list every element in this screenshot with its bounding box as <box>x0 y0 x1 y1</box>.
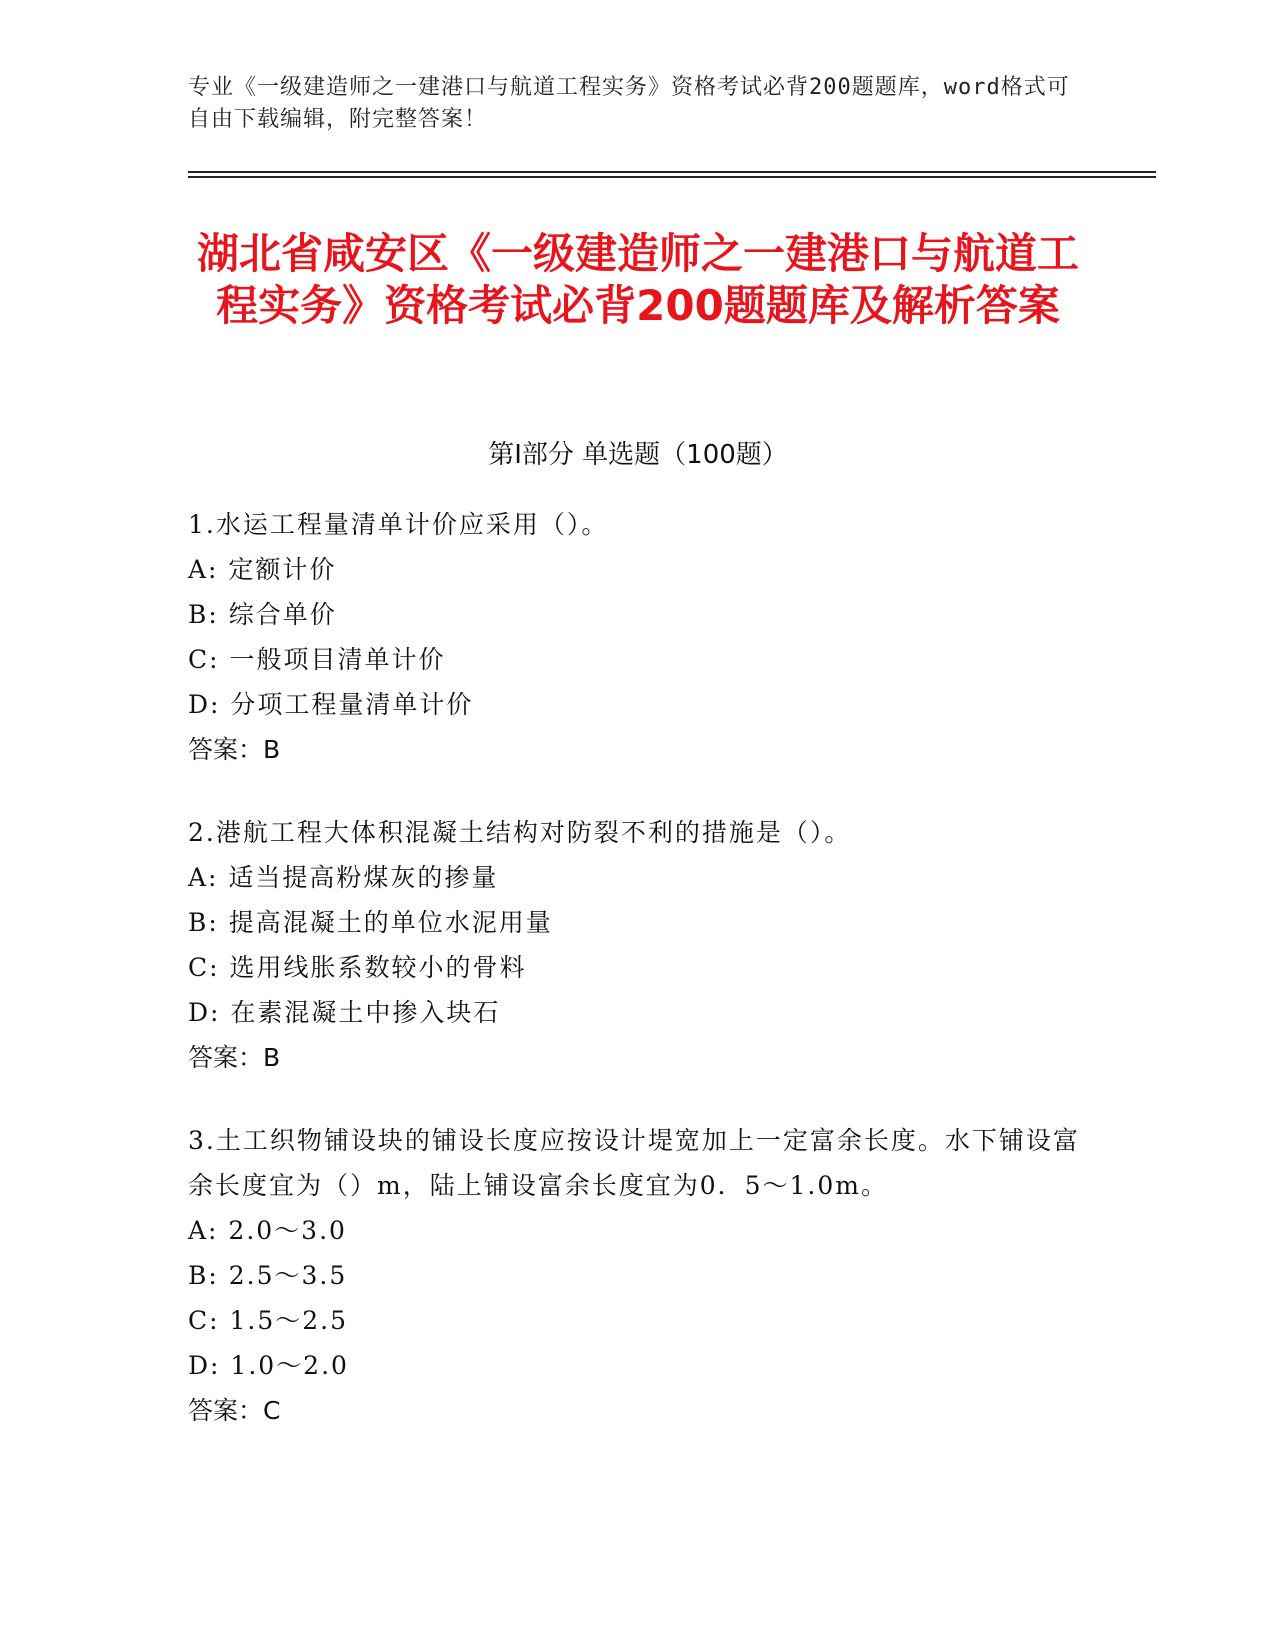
header-rule-top <box>188 171 1156 173</box>
option-a: A: 2.0～3.0 <box>188 1216 347 1245</box>
option-d: D: 分项工程量清单计价 <box>188 690 474 719</box>
document-title: 湖北省咸安区《一级建造师之一建港口与航道工程实务》资格考试必背200题题库及解析答案 <box>196 229 1079 330</box>
header-rule-bottom <box>188 176 1156 178</box>
option-a: A: 适当提高粉煤灰的掺量 <box>188 863 499 892</box>
answer: 答案：B <box>188 735 281 764</box>
question-2 <box>188 810 1088 1080</box>
header-note: 专业《一级建造师之一建港口与航道工程实务》资格考试必背200题题库，word格式可自由下载编辑，附完整答案！ <box>188 75 1070 132</box>
section-heading: 第Ⅰ部分 单选题（100题） <box>488 440 788 470</box>
option-b: B: 综合单价 <box>188 600 337 629</box>
option-b: B: 提高混凝土的单位水泥用量 <box>188 908 553 937</box>
option-c: C: 1.5～2.5 <box>188 1306 349 1335</box>
option-b: B: 2.5～3.5 <box>188 1261 348 1290</box>
question-1 <box>188 502 1088 772</box>
answer: 答案：B <box>188 1043 281 1072</box>
option-c: C: 选用线胀系数较小的骨料 <box>188 953 527 982</box>
answer: 答案：C <box>188 1396 281 1425</box>
question-text: 2.港航工程大体积混凝土结构对防裂不利的措施是（）。 <box>188 818 852 847</box>
option-d: D: 在素混凝土中掺入块石 <box>188 998 501 1027</box>
question-text: 1.水运工程量清单计价应采用（）。 <box>188 510 609 539</box>
question-text: 3.土工织物铺设块的铺设长度应按设计堤宽加上一定富余长度。水下铺设富余长度宜为（）m，陆上铺设富余长度宜为0．5～1.0m。 <box>188 1126 1080 1200</box>
question-3 <box>188 1118 1088 1433</box>
option-a: A: 定额计价 <box>188 555 337 584</box>
option-d: D: 1.0～2.0 <box>188 1351 349 1380</box>
option-c: C: 一般项目清单计价 <box>188 645 446 674</box>
